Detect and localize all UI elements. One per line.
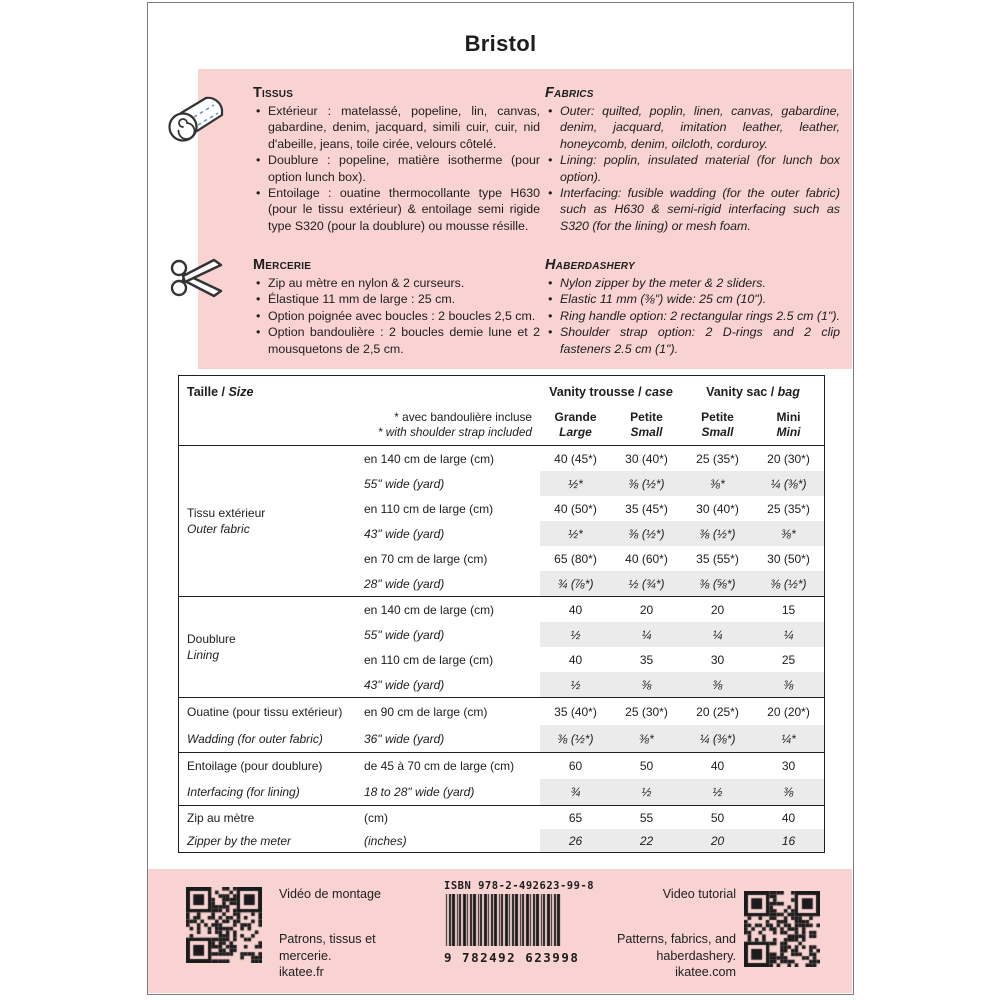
haberdashery-list bbox=[545, 275, 840, 357]
value-cell: ½ bbox=[712, 785, 723, 799]
list-item: • Option poignée avec boucles : 2 boucles 2,5 cm. bbox=[253, 308, 540, 324]
table-row bbox=[179, 571, 824, 596]
list-item: • Ring handle option: 2 rectangular rings 2.5 cm (1"). bbox=[545, 308, 840, 324]
measure-cell: 55" wide (yard) bbox=[364, 476, 445, 491]
value-cell: ¼ (⅜*) bbox=[770, 476, 807, 491]
group-label bbox=[187, 631, 236, 663]
row-label-cell: Zip au mètre bbox=[187, 810, 255, 825]
col-en: Small bbox=[630, 425, 663, 439]
list-item: • Entoilage : ouatine thermocollante type H630 (pour le tissu extérieur) & entoilage semi rigide type S320 (pour la doublure) ou mousse résille. bbox=[253, 185, 540, 234]
mercerie-list bbox=[253, 275, 540, 357]
value-cell: ⅜ bbox=[641, 677, 652, 692]
value-cell: ⅜ bbox=[712, 677, 723, 692]
footer-tagline-en bbox=[556, 931, 736, 981]
measure-cell: 18 to 28" wide (yard) bbox=[364, 785, 475, 799]
col-fr: Petite bbox=[630, 410, 663, 424]
value-cell: 25 bbox=[781, 652, 796, 667]
value-cell: ⅜* bbox=[781, 526, 796, 541]
table-row bbox=[179, 647, 824, 672]
value-cell: ¼* bbox=[781, 731, 796, 746]
footer-tagline-fr bbox=[279, 931, 376, 981]
measure-cell: en 110 cm de large (cm) bbox=[364, 501, 494, 516]
value-cell: 35 (45*) bbox=[625, 501, 668, 516]
page-title: Bristol bbox=[464, 31, 537, 56]
value-cell: ¼ bbox=[783, 627, 794, 642]
list-item: • Shoulder strap option: 2 D-rings and 2 clip fasteners 2.5 cm (1"). bbox=[545, 324, 840, 357]
tissus-section bbox=[253, 85, 540, 234]
table-row bbox=[179, 806, 824, 829]
value-cells bbox=[540, 753, 824, 779]
footer-band bbox=[148, 869, 852, 993]
col-en: Large bbox=[559, 425, 592, 439]
materials-column-french bbox=[253, 85, 540, 356]
value-cell: 65 (80*) bbox=[554, 551, 597, 566]
value-cell: 25 (30*) bbox=[625, 704, 668, 719]
value-cell: 65 bbox=[568, 810, 583, 825]
row-label-cell: Ouatine (pour tissu extérieur) bbox=[187, 704, 343, 719]
size-label bbox=[187, 385, 253, 399]
value-cell: 25 (35*) bbox=[767, 501, 810, 516]
value-cell: 15 bbox=[781, 602, 796, 617]
value-cell: 55 bbox=[639, 810, 654, 825]
value-cell: 26 bbox=[568, 833, 583, 848]
value-cell: 30 bbox=[781, 759, 796, 773]
value-cell: 35 bbox=[639, 652, 654, 667]
col-fr: Petite bbox=[701, 410, 734, 424]
row-label-cell: Zipper by the meter bbox=[187, 833, 292, 848]
qr-code-video-tutorial-en bbox=[744, 891, 820, 967]
footer-video-fr: Vidéo de montage bbox=[279, 887, 381, 901]
value-cells bbox=[540, 546, 824, 571]
fabric-roll-icon bbox=[164, 85, 234, 155]
isbn-barcode bbox=[444, 880, 595, 965]
value-cells bbox=[540, 622, 824, 647]
footer-video-en: Video tutorial bbox=[662, 887, 736, 901]
table-group bbox=[179, 697, 824, 752]
value-cell: 25 (35*) bbox=[696, 451, 739, 466]
value-cell: ⅜ (½*) bbox=[628, 526, 665, 541]
table-row bbox=[179, 725, 824, 752]
value-cell: 30 bbox=[710, 652, 725, 667]
col-fr: Mini bbox=[776, 410, 801, 424]
haberdashery-heading: Haberdashery bbox=[545, 257, 635, 273]
table-row bbox=[179, 546, 824, 571]
value-cell: 16 bbox=[781, 833, 796, 848]
size-label-fr: Taille / bbox=[187, 385, 225, 399]
table-row bbox=[179, 753, 824, 779]
list-item: • Élastique 11 mm de large : 25 cm. bbox=[253, 291, 540, 307]
col-fr: Grande bbox=[554, 410, 597, 424]
table-group bbox=[179, 596, 824, 697]
fabrics-heading: Fabrics bbox=[545, 85, 594, 101]
measure-cell: 55" wide (yard) bbox=[364, 627, 445, 642]
value-cells bbox=[540, 571, 824, 596]
value-cell: 35 (55*) bbox=[696, 551, 739, 566]
size-label-en: Size bbox=[228, 385, 254, 399]
value-cell: ⅜ (½*) bbox=[770, 576, 807, 591]
fabrics-list bbox=[545, 103, 840, 234]
value-cell: 40 (60*) bbox=[625, 551, 668, 566]
value-cells bbox=[540, 647, 824, 672]
value-cell: ⅜ (½*) bbox=[699, 526, 736, 541]
measure-cell: 43" wide (yard) bbox=[364, 526, 445, 541]
note-en: * with shoulder strap included bbox=[377, 425, 532, 439]
column-header-small-case bbox=[611, 410, 682, 440]
value-cells bbox=[540, 446, 824, 471]
list-item: • Elastic 11 mm (⅜") wide: 25 cm (10"). bbox=[545, 291, 840, 307]
table-row bbox=[179, 622, 824, 647]
table-row bbox=[179, 698, 824, 725]
tagline-en-line2: haberdashery. bbox=[656, 948, 736, 963]
table-body bbox=[179, 446, 824, 852]
list-item: • Nylon zipper by the meter & 2 sliders. bbox=[545, 275, 840, 291]
pattern-back-page bbox=[147, 2, 854, 995]
group-label-fr: Doublure bbox=[187, 632, 236, 646]
value-cell: 20 (30*) bbox=[767, 451, 810, 466]
measure-cell: (inches) bbox=[364, 833, 407, 848]
value-cell: 50 bbox=[710, 810, 725, 825]
value-cell: 40 (50*) bbox=[554, 501, 597, 516]
list-item: • Lining: poplin, insulated material (for lunch box option). bbox=[545, 152, 840, 185]
table-row bbox=[179, 471, 824, 496]
value-cell: ⅜ (½*) bbox=[628, 476, 665, 491]
value-cell: 22 bbox=[639, 833, 654, 848]
value-cell: 40 bbox=[568, 652, 583, 667]
site-url-en: ikatee.com bbox=[675, 965, 736, 979]
haberdashery-section bbox=[545, 257, 840, 357]
value-cell: 40 (45*) bbox=[554, 451, 597, 466]
list-item: • Zip au mètre en nylon & 2 curseurs. bbox=[253, 275, 540, 291]
value-cell: ½* bbox=[568, 526, 583, 541]
vanity-bag-fr: Vanity sac / bbox=[706, 385, 775, 399]
list-item: • Outer: quilted, poplin, linen, canvas, gabardine, denim, jacquard, imitation leather, leather, honeycomb, denim, oilcloth, corduroy. bbox=[545, 103, 840, 152]
value-cell: 30 (40*) bbox=[625, 451, 668, 466]
measure-cell: 36" wide (yard) bbox=[364, 731, 445, 746]
value-cell: ⅜ bbox=[783, 785, 794, 799]
group-label-en: Outer fabric bbox=[187, 522, 250, 536]
table-row bbox=[179, 496, 824, 521]
table-row bbox=[179, 779, 824, 805]
value-cells bbox=[540, 521, 824, 546]
row-label-cell: Wadding (for outer fabric) bbox=[187, 731, 323, 746]
value-cell: 20 bbox=[710, 833, 725, 848]
value-cell: ⅜* bbox=[639, 731, 654, 746]
table-group bbox=[179, 752, 824, 805]
list-item: • Extérieur : matelassé, popeline, lin, canvas, gabardine, denim, jacquard, simili cuir, cuir, nid d'abeille, jeans, toile cirée, velours côtelé. bbox=[253, 103, 540, 152]
value-cells bbox=[540, 829, 824, 852]
value-cell: ¾ (⅞*) bbox=[557, 576, 594, 591]
measure-cell: 43" wide (yard) bbox=[364, 677, 445, 692]
value-cells bbox=[540, 806, 824, 829]
measure-cell: en 140 cm de large (cm) bbox=[364, 451, 495, 466]
shoulder-strap-note bbox=[378, 410, 532, 440]
value-cells bbox=[540, 672, 824, 697]
value-cells bbox=[540, 471, 824, 496]
table-group bbox=[179, 805, 824, 852]
value-cell: ¼ bbox=[712, 627, 723, 642]
value-cell: ½ bbox=[641, 785, 652, 799]
value-cells bbox=[540, 698, 824, 725]
value-cell: ½ bbox=[570, 627, 581, 642]
value-cells bbox=[540, 597, 824, 622]
value-cell: ¼ (⅜*) bbox=[699, 731, 736, 746]
value-cells bbox=[540, 496, 824, 521]
value-cell: ¼ bbox=[641, 627, 652, 642]
value-cell: ⅜ (⅝*) bbox=[699, 576, 736, 591]
scissors-icon bbox=[168, 247, 230, 309]
value-cell: 40 bbox=[710, 759, 725, 773]
value-cell: ⅜* bbox=[710, 476, 725, 491]
table-group bbox=[179, 446, 824, 596]
isbn-text: ISBN 978-2-492623-99-8 bbox=[444, 880, 595, 892]
value-cell: ⅜ (½*) bbox=[557, 731, 594, 746]
fabrics-section bbox=[545, 85, 840, 234]
note-fr: * avec bandoulière incluse bbox=[394, 410, 532, 424]
tissus-list bbox=[253, 103, 540, 234]
tissus-heading: Tissus bbox=[253, 85, 294, 101]
vanity-bag-header bbox=[682, 385, 824, 399]
materials-column-english bbox=[545, 85, 840, 356]
value-cell: ⅜ bbox=[783, 677, 794, 692]
barcode-bars bbox=[444, 894, 562, 946]
tagline-fr-line1: Patrons, tissus et bbox=[279, 932, 376, 946]
table-row bbox=[179, 597, 824, 622]
column-header-mini bbox=[753, 410, 824, 440]
measure-cell: en 70 cm de large (cm) bbox=[364, 551, 488, 566]
materials-block bbox=[198, 69, 852, 369]
measure-cell: 28" wide (yard) bbox=[364, 576, 445, 591]
col-en: Mini bbox=[776, 425, 801, 439]
measure-cell: en 90 cm de large (cm) bbox=[364, 704, 488, 719]
tagline-en-line1: Patterns, fabrics, and bbox=[616, 932, 736, 946]
table-row bbox=[179, 521, 824, 546]
value-cell: 20 bbox=[710, 602, 725, 617]
value-cell: 40 bbox=[781, 810, 796, 825]
vanity-case-en: case bbox=[645, 385, 673, 399]
value-cell: ½ bbox=[570, 677, 581, 692]
group-label-en: Lining bbox=[187, 648, 220, 662]
value-cell: 60 bbox=[568, 759, 583, 773]
vanity-case-fr: Vanity trousse / bbox=[549, 385, 642, 399]
table-header bbox=[179, 376, 824, 446]
mercerie-section bbox=[253, 257, 540, 357]
list-item: • Doublure : popeline, matière isotherme (pour option lunch box). bbox=[253, 152, 540, 185]
list-item: • Interfacing: fusible wadding (for the outer fabric) such as H630 & semi-rigid interfacing such as S320 (for the lining) or mesh foam. bbox=[545, 185, 840, 234]
table-row bbox=[179, 829, 824, 852]
row-label-cell: Entoilage (pour doublure) bbox=[187, 759, 323, 773]
mercerie-heading: Mercerie bbox=[253, 257, 312, 273]
list-item: • Option bandoulière : 2 boucles demie lune et 2 mousquetons de 2,5 cm. bbox=[253, 324, 540, 357]
value-cell: 20 (25*) bbox=[696, 704, 739, 719]
vanity-case-header bbox=[540, 385, 682, 399]
value-cell: 20 bbox=[639, 602, 654, 617]
col-en: Small bbox=[701, 425, 734, 439]
value-cell: 35 (40*) bbox=[554, 704, 597, 719]
site-url-fr: ikatee.fr bbox=[279, 965, 324, 979]
column-header-small-bag bbox=[682, 410, 753, 440]
column-header-large bbox=[540, 410, 611, 440]
value-cell: ½* bbox=[568, 476, 583, 491]
measure-cell: (cm) bbox=[364, 810, 388, 825]
qr-code-video-tutorial-fr bbox=[186, 887, 262, 963]
barcode-digits: 9 782492 623998 bbox=[444, 950, 580, 965]
value-cells bbox=[540, 779, 824, 805]
table-row bbox=[179, 446, 824, 471]
row-label-cell: Interfacing (for lining) bbox=[187, 785, 300, 799]
value-cell: 30 (50*) bbox=[767, 551, 810, 566]
value-cell: 40 bbox=[568, 602, 583, 617]
measure-cell: en 140 cm de large (cm) bbox=[364, 602, 495, 617]
value-cell: ½ (¾*) bbox=[628, 576, 665, 591]
group-label bbox=[187, 505, 265, 537]
value-cells bbox=[540, 725, 824, 752]
measure-cell: de 45 à 70 cm de large (cm) bbox=[364, 759, 515, 773]
table-row bbox=[179, 672, 824, 697]
value-cell: 20 (20*) bbox=[767, 704, 810, 719]
value-cell: 50 bbox=[639, 759, 654, 773]
measure-cell: en 110 cm de large (cm) bbox=[364, 652, 494, 667]
size-table bbox=[178, 375, 825, 853]
tagline-fr-line2: mercerie. bbox=[279, 948, 332, 963]
group-label-fr: Tissu extérieur bbox=[187, 506, 266, 520]
value-cell: 30 (40*) bbox=[696, 501, 739, 516]
vanity-bag-en: bag bbox=[777, 385, 800, 399]
value-cell: ¾ bbox=[570, 785, 581, 799]
